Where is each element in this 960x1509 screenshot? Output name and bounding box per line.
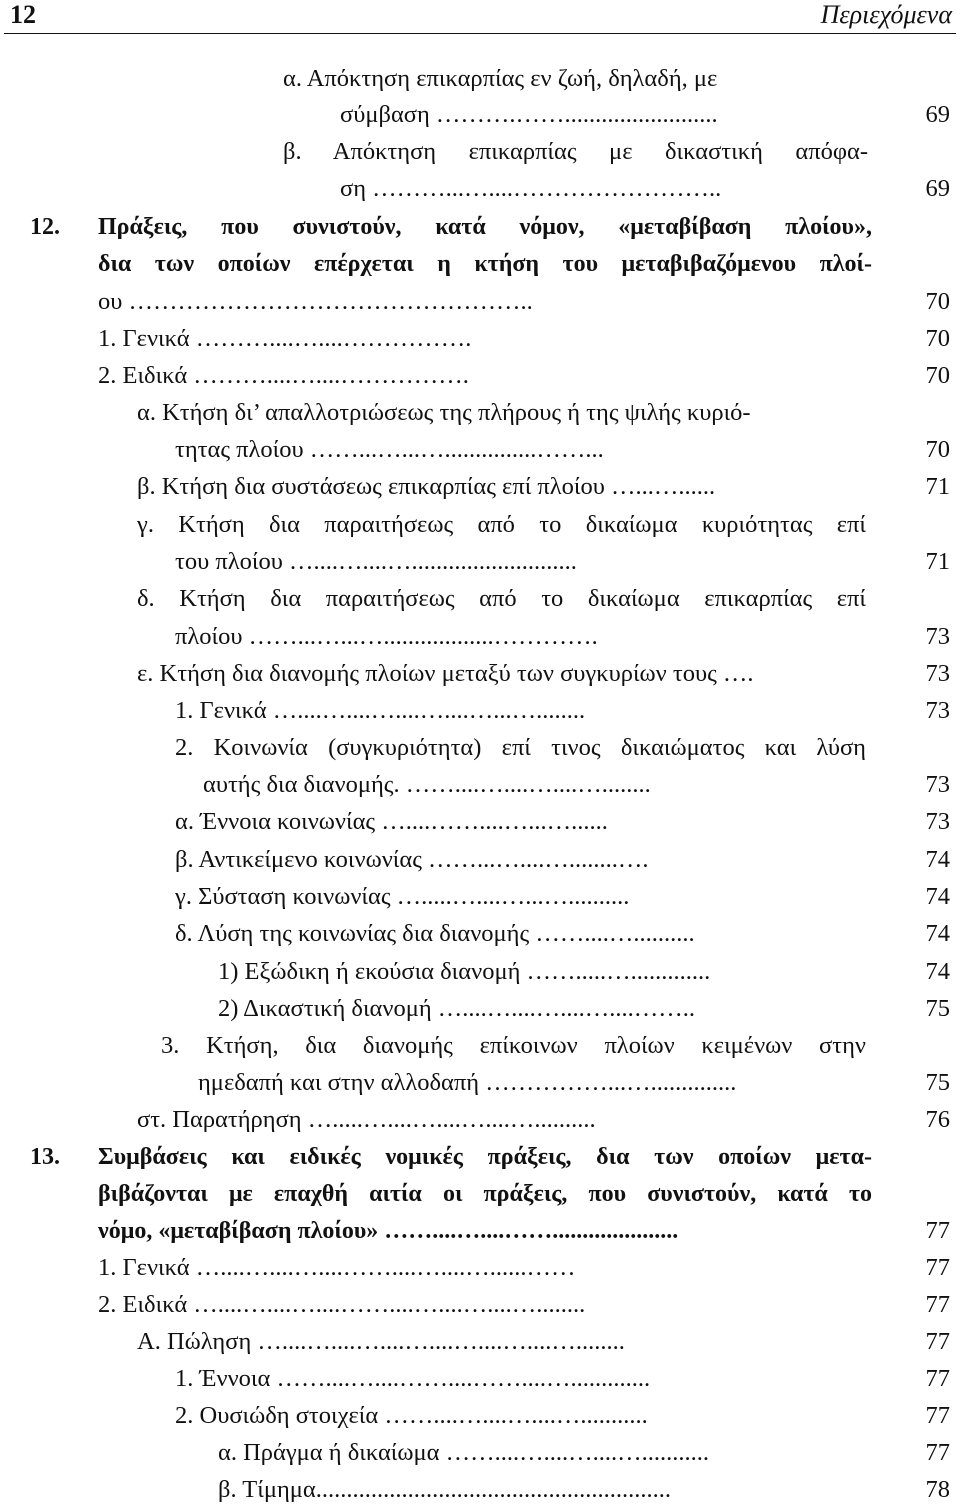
toc-entry-text: 2. Κοινωνία (συγκυριότητα) επί τινος δικαιώματος και λύση	[175, 734, 866, 761]
toc-entry-text: γ. Κτήση δια παραιτήσεως από το δικαίωμα κυριότητας επί	[137, 511, 866, 538]
toc-page-number: 77	[925, 1365, 950, 1392]
toc-entry-text: δια των οποίων επέρχεται η κτήση του μεταβιβαζόμενου πλοί-	[98, 251, 872, 277]
toc-page-number: 77	[925, 1254, 950, 1281]
toc-entry-text: 1. Γενικά …....…....…....……....…....…......……	[98, 1254, 576, 1281]
page-header	[0, 0, 960, 38]
toc-entry-text: Πράξεις, που συνιστούν, κατά νόμον, «μεταβίβαση πλοίου»,	[98, 214, 872, 240]
toc-page-number: 78	[925, 1476, 950, 1503]
toc-page-number: 71	[925, 473, 950, 500]
toc-page-number: 69	[925, 175, 950, 202]
toc-entry-text: α. Έννοια κοινωνίας …....……....…...…......	[175, 808, 608, 835]
toc-page-number: 73	[925, 771, 950, 798]
toc-page-number: 77	[925, 1402, 950, 1429]
toc-entry-text: στ. Παρατήρηση ….....…....…....…....…..........	[137, 1106, 596, 1133]
toc-entry-text: δ. Λύση της κοινωνίας δια διανομής ……....…..........	[175, 920, 695, 947]
toc-entry-text: νόμο, «μεταβίβαση πλοίου» ……....…....…….....................	[98, 1218, 679, 1244]
toc-page-number: 69	[925, 101, 950, 128]
toc-entry-text: 2) Δικαστική διανομή …....…....…....…....……..	[218, 995, 696, 1022]
header-rule	[4, 33, 956, 34]
toc-page-number: 70	[925, 288, 950, 315]
running-title: Περιεχόμενα	[820, 0, 952, 29]
toc-entry-text: πλοίου ……...…...…..................………….	[175, 623, 598, 650]
toc-entry-text: α. Απόκτηση επικαρπίας εν ζωή, δηλαδή, με	[283, 65, 718, 92]
toc-page-number: 74	[925, 958, 950, 985]
toc-page-number: 74	[925, 846, 950, 873]
toc-page-number: 71	[925, 548, 950, 575]
toc-entry-text: βιβάζονται με επαχθή αιτία οι πράξεις, που συνιστούν, κατά το	[98, 1181, 872, 1207]
section-number: 13.	[30, 1144, 60, 1170]
section-number: 12.	[30, 214, 60, 240]
toc-entry-text: α. Πράγμα ή δικαίωμα ……....…....…....…...........	[218, 1439, 709, 1466]
toc-page-number: 76	[925, 1106, 950, 1133]
toc-entry-text: α. Κτήση δι’ απαλλοτριώσεως της πλήρους ή της ψιλής κυριό-	[137, 399, 751, 426]
toc-entry-text: β. Τίμημα..........................................................	[218, 1476, 671, 1503]
toc-entry-text: δ. Κτήση δια παραιτήσεως από το δικαίωμα επικαρπίας επί	[137, 585, 866, 612]
toc-page-number: 74	[925, 920, 950, 947]
toc-entry-text: αυτής δια διανομής. ……....…....…....…........	[203, 771, 651, 798]
toc-page-number: 77	[925, 1328, 950, 1355]
toc-page-number: 75	[925, 1069, 950, 1096]
toc-entry-text: ση ………...…....……………………..	[340, 175, 722, 202]
toc-page-number: 73	[925, 808, 950, 835]
toc-entry-text: 1) Εξώδικη ή εκούσια διανομή …….....….............	[218, 958, 711, 985]
toc-entry-text: 2. Ειδικά ………....…....…………….	[98, 362, 469, 389]
toc-page-number: 74	[925, 883, 950, 910]
toc-page-number: 70	[925, 436, 950, 463]
toc-entry-text: τητας πλοίου ……...…...…...............……...	[175, 436, 604, 463]
toc-page-number: 73	[925, 623, 950, 650]
toc-entry-text: Συμβάσεις και ειδικές νομικές πράξεις, δια των οποίων μετα-	[98, 1144, 872, 1170]
toc-entry-text: 2. Ειδικά …....…....…....……....…....…....…........	[98, 1291, 586, 1318]
toc-page-number: 77	[925, 1291, 950, 1318]
toc-entry-text: 1. Γενικά ………....…....…………….	[98, 325, 472, 352]
toc-entry-text: 1. Γενικά …....…....…....…....…...…........	[175, 697, 586, 724]
toc-entry-text: γ. Σύσταση κοινωνίας ….....…....…...…..........	[175, 883, 630, 910]
toc-page-number: 73	[925, 697, 950, 724]
toc-entry-text: β. Αντικείμενο κοινωνίας ……...…....…........….	[175, 846, 649, 873]
toc-entry-text: ου …………………………………………..	[98, 288, 533, 315]
toc-page-number: 75	[925, 995, 950, 1022]
toc-entry-text: ημεδαπή και στην αλλοδαπή ……………...…..............	[198, 1069, 737, 1096]
toc-page-number: 73	[925, 660, 950, 687]
toc-entry-text: ε. Κτήση δια διανομής πλοίων μεταξύ των συγκυρίων τους ….	[137, 660, 754, 687]
toc-entry-text: β. Απόκτηση επικαρπίας με δικαστική απόφα-	[283, 138, 868, 165]
toc-entry-text: 2. Ουσιώδη στοιχεία ……....…....…....…...........	[175, 1402, 648, 1429]
toc-entry-text: 1. Έννοια ……....…....……....……....….............	[175, 1365, 651, 1392]
toc-entry-text: 3. Κτήση, δια διανομής επίκοινων πλοίων κειμένων στην	[161, 1032, 866, 1059]
toc-page-number: 70	[925, 325, 950, 352]
toc-entry-text: σύμβαση ……….…….........................	[340, 101, 718, 128]
toc-page-number: 70	[925, 362, 950, 389]
toc-page-number: 77	[925, 1439, 950, 1466]
toc-entry-text: Α. Πώληση …....…....…....…....…....…....…........	[137, 1328, 625, 1355]
toc-entry-text: του πλοίου …....…....…...........................	[175, 548, 577, 575]
page-number: 12	[10, 0, 36, 29]
toc-entry-text: β. Κτήση δια συστάσεως επικαρπίας επί πλοίου …...…......	[137, 473, 716, 500]
toc-page-number: 77	[925, 1217, 950, 1244]
